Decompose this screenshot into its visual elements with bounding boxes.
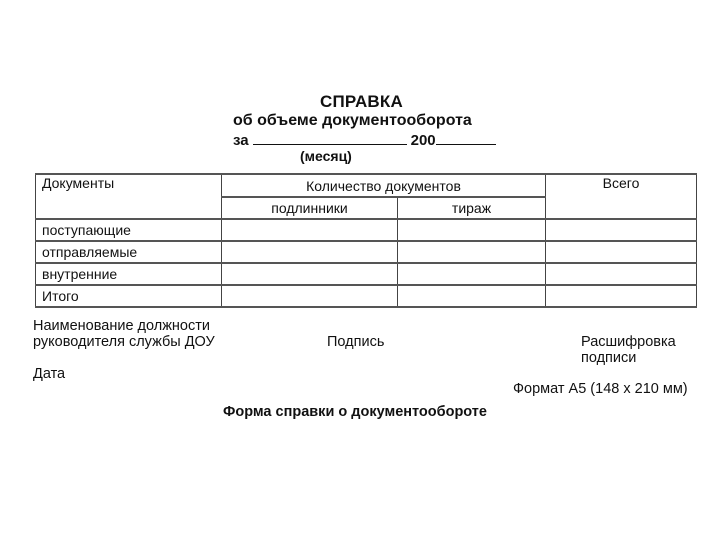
header-total: Всего: [546, 174, 697, 219]
table-cell: [546, 263, 697, 285]
header-documents: Документы: [36, 174, 222, 219]
table-cell: [546, 219, 697, 241]
table-row: [36, 241, 697, 263]
figure-caption: Форма справки о документообороте: [223, 404, 487, 420]
table-row: [36, 285, 697, 307]
row-label: внутренние: [36, 263, 222, 285]
decoding-label: [581, 334, 676, 366]
position-line-2: руководителя службы ДОУ: [33, 334, 215, 350]
signature-label: Подпись: [327, 334, 385, 350]
header-originals: подлинники: [222, 197, 398, 219]
format-note: Формат А5 (148 х 210 мм): [513, 381, 688, 397]
documents-table: [35, 173, 697, 308]
row-label: Итого: [36, 285, 222, 307]
header-copies: тираж: [398, 197, 546, 219]
document-subtitle: об объеме документооборота: [233, 112, 472, 129]
row-label: отправляемые: [36, 241, 222, 263]
table-row: [36, 263, 697, 285]
table-header-row: [36, 174, 697, 197]
month-blank: [253, 132, 407, 145]
period-line: [233, 132, 496, 149]
table-cell: [398, 263, 546, 285]
table-cell: [398, 219, 546, 241]
period-year: 200: [410, 132, 436, 149]
table-cell: [546, 285, 697, 307]
row-label: поступающие: [36, 219, 222, 241]
table-cell: [222, 285, 398, 307]
year-blank: [436, 132, 496, 145]
position-line-1: Наименование должности: [33, 318, 210, 334]
period-note: (месяц): [300, 148, 352, 164]
period-prefix: за: [233, 132, 249, 149]
document-title: СПРАВКА: [320, 92, 403, 111]
table-cell: [398, 241, 546, 263]
table-cell: [398, 285, 546, 307]
table-cell: [546, 241, 697, 263]
position-label: [33, 318, 215, 350]
decoding-line-2: подписи: [581, 350, 637, 366]
table-row: [36, 219, 697, 241]
date-label: Дата: [33, 366, 66, 382]
header-count: Количество документов: [222, 174, 546, 197]
table-cell: [222, 241, 398, 263]
table-cell: [222, 219, 398, 241]
decoding-line-1: Расшифровка: [581, 334, 676, 350]
table-cell: [222, 263, 398, 285]
